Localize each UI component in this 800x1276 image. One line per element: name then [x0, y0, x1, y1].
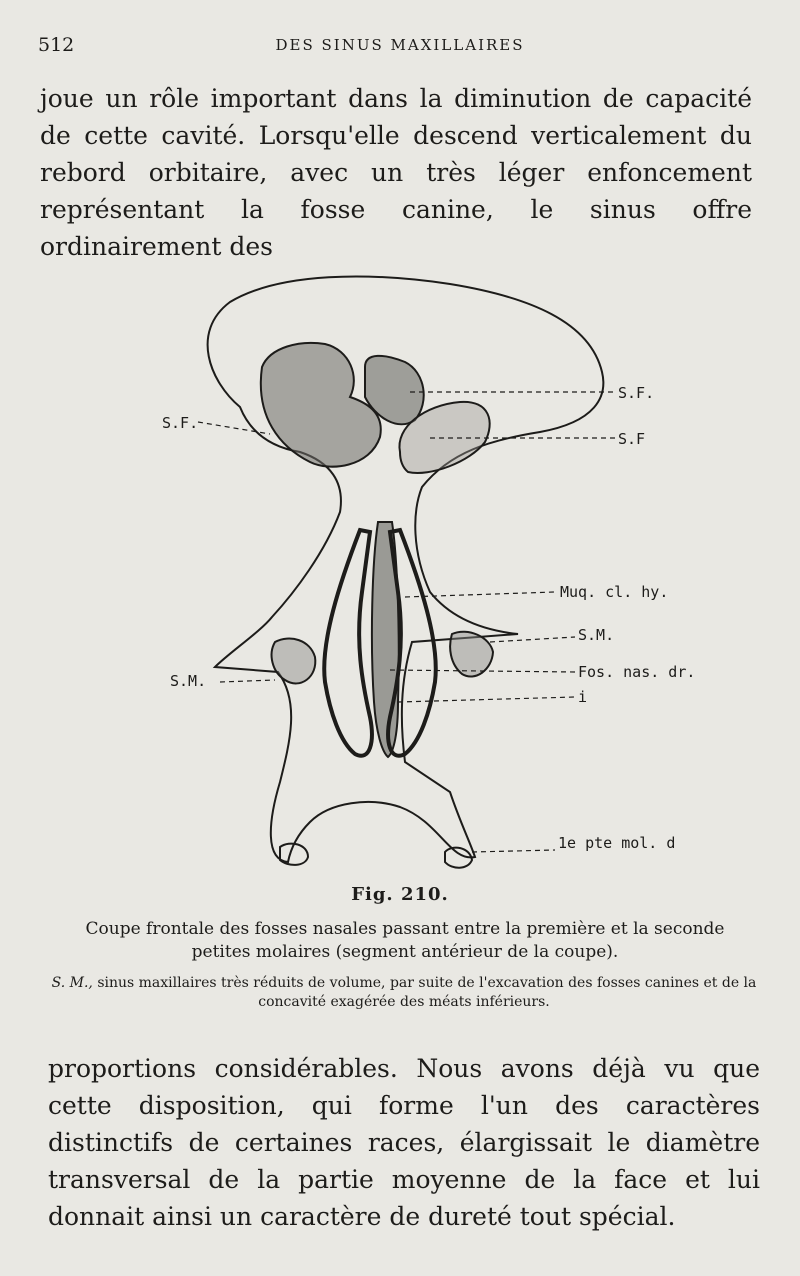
label-molar: 1e pte mol. d — [558, 834, 676, 852]
running-head — [38, 34, 762, 58]
label-fos-nas: Fos. nas. dr. — [578, 663, 696, 681]
note-abbrev: S. M., — [51, 975, 93, 991]
nasal-section-illustration — [150, 262, 710, 882]
figure-caption: Coupe frontale des fosses nasales passant entre la première et la seconde petites molaires (segment antérieur de la coupe). — [85, 919, 725, 962]
label-muq: Muq. cl. hy. — [560, 583, 669, 601]
page-number: 512 — [38, 34, 75, 56]
label-sm-right: S.M. — [578, 626, 615, 644]
left-orbit — [261, 343, 381, 467]
figure-note — [48, 974, 760, 1012]
label-i: i — [578, 688, 588, 706]
label-sf-left: S.F. — [162, 414, 199, 432]
paragraph-top: joue un rôle important dans la diminution de capacité de cette cavité. Lorsqu'elle descend verticalement du rebord orbitaire, avec un très léger enfoncement représentant la fosse canine, le sinus offre ordinairement des — [40, 84, 752, 261]
left-nasal-fossa — [324, 530, 372, 756]
left-tooth — [280, 844, 308, 865]
label-sm-left: S.M. — [170, 672, 207, 690]
paragraph-bottom: proportions considérables. Nous avons déjà vu que cette disposition, qui forme l'un des caractères distinctifs de certaines races, élargissait le diamètre transversal de la partie moyenne de la face et lui donnait ainsi un caractère de dureté tout spécial. — [48, 1054, 760, 1231]
label-sf-right-upper: S.F. — [618, 384, 655, 402]
note-text: sinus maxillaires très réduits de volume, par suite de l'excavation des fosses canines et de la concavité exagérée des méats inférieurs. — [97, 975, 757, 1010]
left-maxillary-sinus — [272, 638, 316, 683]
figure-number: Fig. 210. — [351, 884, 449, 905]
label-sf-right-lower: S.F — [618, 430, 646, 448]
anatomical-figure — [150, 262, 710, 882]
right-maxillary-sinus — [450, 632, 493, 677]
running-title: DES SINUS MAXILLAIRES — [275, 36, 525, 54]
